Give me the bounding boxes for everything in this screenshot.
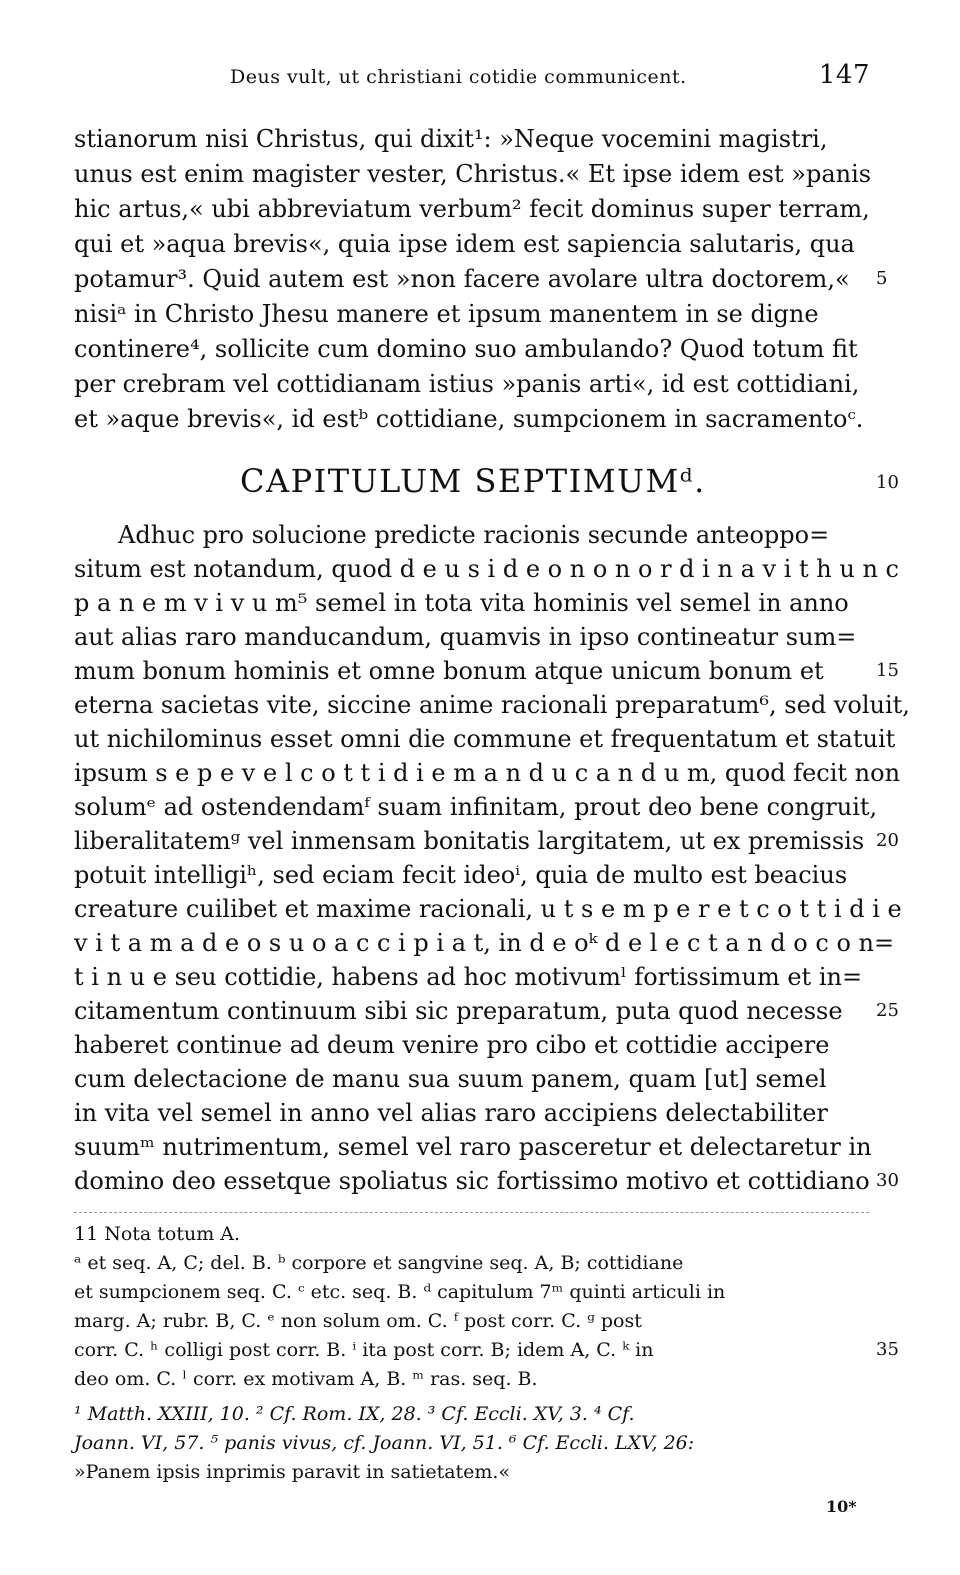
footnote-line: marg. A; rubr. B, C. ᵉ non solum om. C. ᶠ post corr. C. ᵍ post — [74, 1310, 642, 1332]
text-line: continere⁴, sollicite cum domino suo ambulando? Quod totum fit — [74, 335, 858, 363]
text-line: per crebram vel cottidianam istius »panis arti«, id est cottidiani, — [74, 370, 860, 398]
source-note-line: Joann. VI, 57. ⁵ panis vivus, cf. Joann. VI, 51. ⁶ Cf. Eccli. LXV, 26: — [74, 1432, 695, 1454]
source-note-line: »Panem ipsis inprimis paravit in satietatem.« — [74, 1461, 511, 1483]
text-line: eterna sacietas vite, siccine anime racionali preparatum⁶, sed voluit, — [74, 691, 910, 719]
line-number: 10 — [876, 472, 899, 493]
text-line: potuit intelligiʰ, sed eciam fecit ideoⁱ, quia de multo est beacius — [74, 861, 848, 889]
source-note-line: ¹ Matth. XXIII, 10. ² Cf. Rom. IX, 28. ³ Cf. Eccli. XV, 3. ⁴ Cf. — [74, 1403, 635, 1425]
text-line: suumᵐ nutrimentum, semel vel raro pasceretur et delectaretur in — [74, 1133, 872, 1161]
line-number: 20 — [876, 830, 899, 851]
text-line: liberalitatemᵍ vel inmensam bonitatis largitatem, ut ex premissis — [74, 827, 865, 855]
footnote-line: et sumpcionem seq. C. ᶜ etc. seq. B. ᵈ capitulum 7ᵐ quinti articuli in — [74, 1281, 726, 1303]
text-line: citamentum continuum sibi sic preparatum, puta quod necesse — [74, 997, 843, 1025]
running-head — [230, 60, 870, 94]
text-line: aut alias raro manducandum, quamvis in ipso contineatur sum= — [74, 623, 857, 651]
text-line: domino deo essetque spoliatus sic fortissimo motivo et cottidiano — [74, 1167, 870, 1195]
text-line: qui et »aqua brevis«, quia ipse idem est sapiencia salutaris, qua — [74, 230, 855, 258]
text-line: Adhuc pro solucione predicte racionis secunde anteoppo= — [118, 521, 830, 549]
chapter-heading: CAPITULUM SEPTIMUMᵈ. — [240, 462, 706, 500]
text-line: unus est enim magister vester, Christus.« Et ipse idem est »panis — [74, 160, 872, 188]
footnote-line: deo om. C. ˡ corr. ex motivam A, B. ᵐ ras. seq. B. — [74, 1368, 538, 1390]
footnote-line: 11 Nota totum A. — [74, 1223, 241, 1245]
footnote-line: corr. C. ʰ colligi post corr. B. ⁱ ita post corr. B; idem A, C. ᵏ in — [74, 1339, 654, 1361]
line-number: 35 — [876, 1339, 899, 1360]
text-line: v i t a m a d e o s u o a c c i p i a t, in d e oᵏ d e l e c t a n d o c o n= — [74, 929, 895, 957]
text-line: t i n u e seu cottidie, habens ad hoc motivumˡ fortissimum et in= — [74, 963, 863, 991]
line-number: 25 — [876, 1000, 899, 1021]
text-line: p a n e m v i v u m⁵ semel in tota vita hominis vel semel in anno — [74, 589, 849, 617]
footnote-line: ᵃ et seq. A, C; del. B. ᵇ corpore et sangvine seq. A, B; cottidiane — [74, 1252, 684, 1274]
text-line: potamur³. Quid autem est »non facere avolare ultra doctorem,« — [74, 265, 850, 293]
text-line: nisiᵃ in Christo Jhesu manere et ipsum manentem in se digne — [74, 300, 819, 328]
text-line: ut nichilominus esset omni die commune et frequentatum et statuit — [74, 725, 896, 753]
text-line: cum delectacione de manu sua suum panem, quam [ut] semel — [74, 1065, 827, 1093]
running-head-title: Deus vult, ut christiani cotidie communicent. — [230, 66, 687, 88]
line-number: 30 — [876, 1170, 899, 1191]
footnote-divider — [74, 1212, 869, 1213]
text-line: solumᵉ ad ostendendamᶠ suam infinitam, prout deo bene congruit, — [74, 793, 878, 821]
text-line: in vita vel semel in anno vel alias raro accipiens delectabiliter — [74, 1099, 828, 1127]
line-number: 5 — [876, 268, 888, 289]
text-line: mum bonum hominis et omne bonum atque unicum bonum et — [74, 657, 824, 685]
text-line: et »aque brevis«, id estᵇ cottidiane, sumpcionem in sacramentoᶜ. — [74, 405, 864, 433]
line-number: 15 — [876, 660, 899, 681]
text-line: creature cuilibet et maxime racionali, u t s e m p e r e t c o t t i d i e — [74, 895, 902, 923]
text-line: haberet continue ad deum venire pro cibo et cottidie accipere — [74, 1031, 830, 1059]
signature-mark: 10* — [826, 1497, 857, 1516]
text-line: hic artus,« ubi abbreviatum verbum² fecit dominus super terram, — [74, 195, 870, 223]
text-line: stianorum nisi Christus, qui dixit¹: »Neque vocemini magistri, — [74, 125, 828, 153]
page-number: 147 — [818, 60, 870, 90]
text-line: ipsum s e p e v e l c o t t i d i e m a n d u c a n d u m, quod fecit non — [74, 759, 901, 787]
text-line: situm est notandum, quod d e u s i d e o n o n o r d i n a v i t h u n c — [74, 555, 899, 583]
